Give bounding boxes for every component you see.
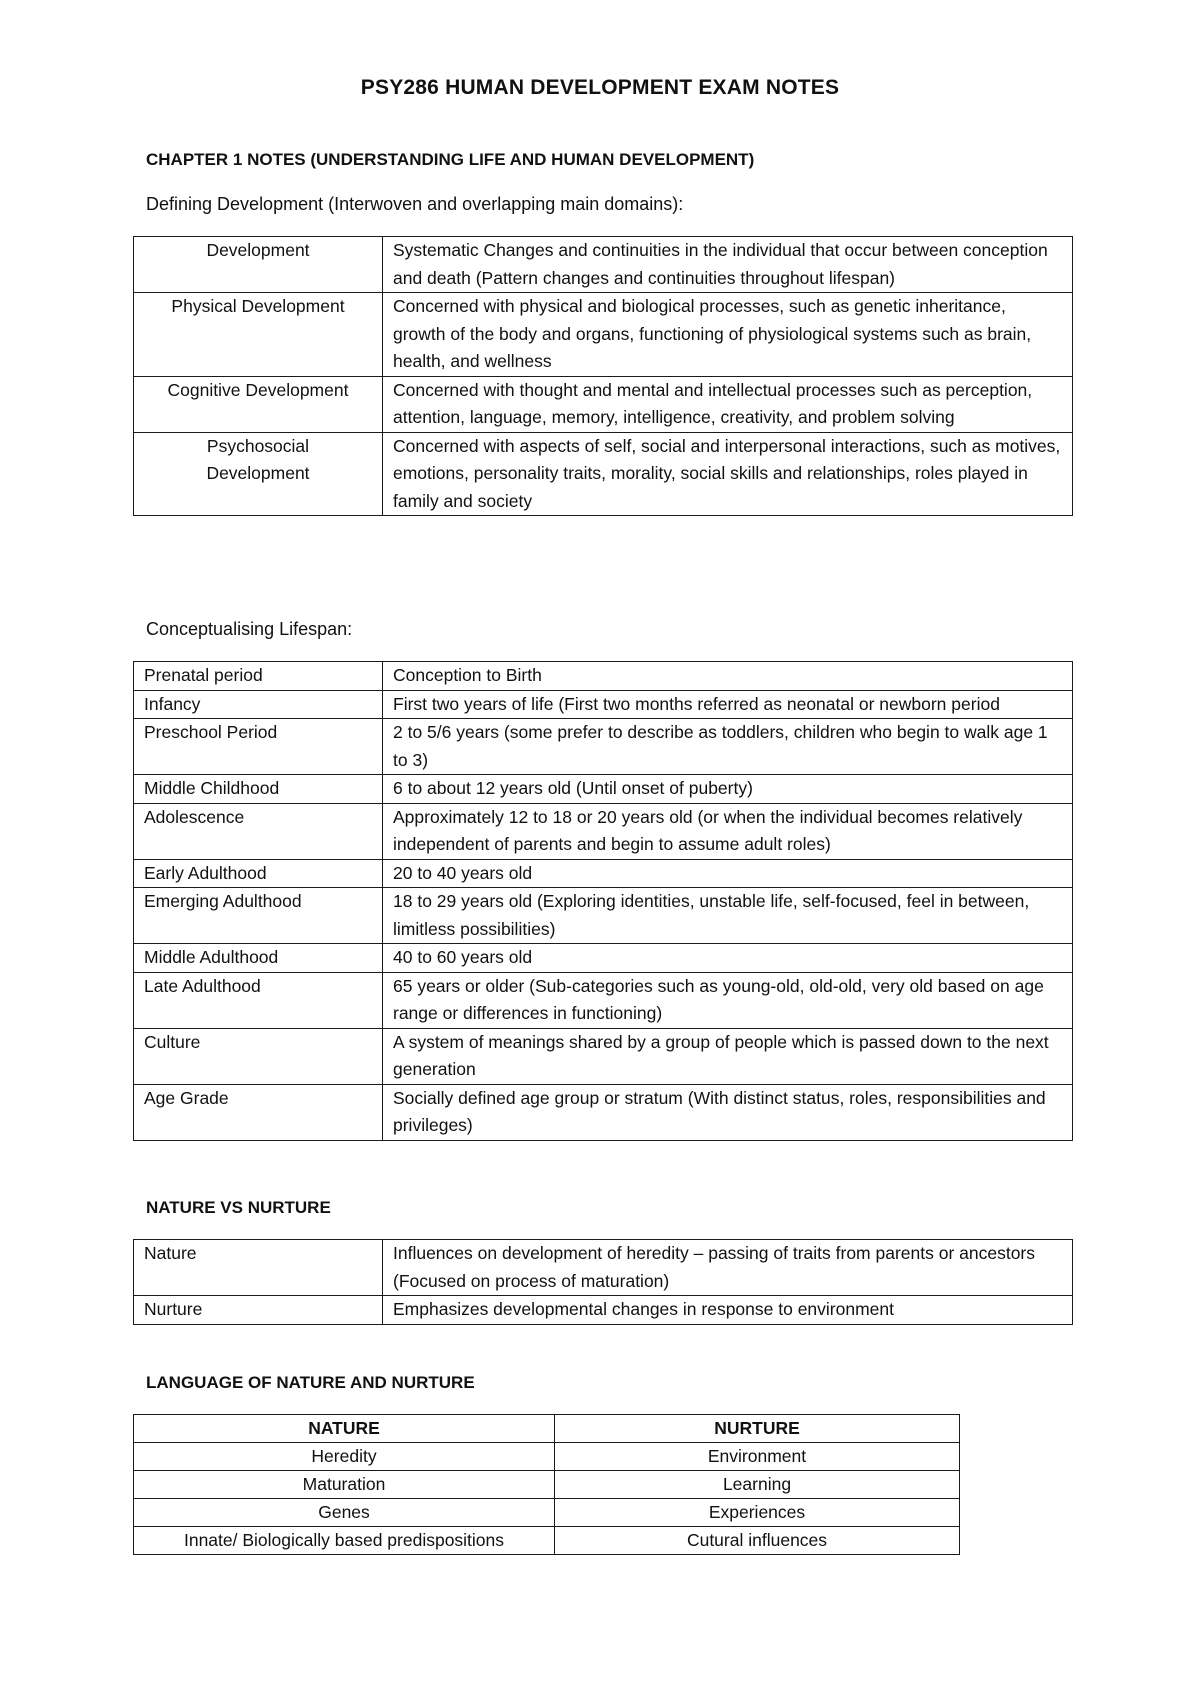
description-cell: 6 to about 12 years old (Until onset of puberty) xyxy=(383,775,1073,804)
term-cell: Cognitive Development xyxy=(134,376,383,432)
description-cell: Concerned with thought and mental and intellectual processes such as perception, attention, language, memory, intelligence, creativity, and problem solving xyxy=(383,376,1073,432)
nature-cell: Maturation xyxy=(134,1471,555,1499)
nature-vs-nurture-heading: NATURE VS NURTURE xyxy=(146,1198,331,1217)
table-row xyxy=(134,1499,960,1527)
description-cell: 20 to 40 years old xyxy=(383,859,1073,888)
nurture-cell: Experiences xyxy=(555,1499,960,1527)
table-row xyxy=(134,859,1073,888)
language-table xyxy=(133,1414,960,1555)
nature-cell: Heredity xyxy=(134,1443,555,1471)
table-row xyxy=(134,237,1073,293)
term-cell: Age Grade xyxy=(134,1084,383,1140)
table-row xyxy=(134,1471,960,1499)
table-row xyxy=(134,662,1073,691)
table-row xyxy=(134,944,1073,973)
table-row xyxy=(134,1240,1073,1296)
lifespan-table xyxy=(133,661,1073,1141)
document-title: PSY286 HUMAN DEVELOPMENT EXAM NOTES xyxy=(360,76,840,99)
term-cell: Late Adulthood xyxy=(134,972,383,1028)
description-cell: Concerned with physical and biological processes, such as genetic inheritance, growth of the body and organs, functioning of physiological systems such as brain, health, and wellness xyxy=(383,293,1073,377)
term-cell: Prenatal period xyxy=(134,662,383,691)
term-cell: Physical Development xyxy=(134,293,383,377)
nature-cell: Genes xyxy=(134,1499,555,1527)
description-cell: Influences on development of heredity – passing of traits from parents or ancestors (Focused on process of maturation) xyxy=(383,1240,1073,1296)
defining-development-label: Defining Development (Interwoven and overlapping main domains): xyxy=(146,194,684,214)
table-row xyxy=(134,293,1073,377)
term-cell: Nurture xyxy=(134,1296,383,1325)
description-cell: Conception to Birth xyxy=(383,662,1073,691)
term-cell: Emerging Adulthood xyxy=(134,888,383,944)
term-cell: Psychosocial Development xyxy=(134,432,383,516)
table-header-row xyxy=(134,1415,960,1443)
description-cell: 40 to 60 years old xyxy=(383,944,1073,973)
term-cell: Culture xyxy=(134,1028,383,1084)
table-row xyxy=(134,1527,960,1555)
nurture-cell: Cutural influences xyxy=(555,1527,960,1555)
conceptualising-lifespan-label: Conceptualising Lifespan: xyxy=(146,619,353,639)
description-cell: 2 to 5/6 years (some prefer to describe as toddlers, children who begin to walk age 1 to 3) xyxy=(383,719,1073,775)
table-row xyxy=(134,1296,1073,1325)
table-row xyxy=(134,803,1073,859)
term-cell: Middle Childhood xyxy=(134,775,383,804)
description-cell: 18 to 29 years old (Exploring identities, unstable life, self-focused, feel in between, limitless possibilities) xyxy=(383,888,1073,944)
chapter-heading: CHAPTER 1 NOTES (UNDERSTANDING LIFE AND HUMAN DEVELOPMENT) xyxy=(146,150,755,169)
nature-nurture-table xyxy=(133,1239,1073,1325)
description-cell: 65 years or older (Sub-categories such as young-old, old-old, very old based on age range or differences in functioning) xyxy=(383,972,1073,1028)
table-row xyxy=(134,1084,1073,1140)
description-cell: Systematic Changes and continuities in the individual that occur between conception and death (Pattern changes and continuities throughout lifespan) xyxy=(383,237,1073,293)
term-cell: Nature xyxy=(134,1240,383,1296)
nurture-cell: Learning xyxy=(555,1471,960,1499)
description-cell: Approximately 12 to 18 or 20 years old (or when the individual becomes relatively independent of parents and begin to assume adult roles) xyxy=(383,803,1073,859)
language-heading: LANGUAGE OF NATURE AND NURTURE xyxy=(146,1373,475,1392)
term-cell: Early Adulthood xyxy=(134,859,383,888)
table-row xyxy=(134,432,1073,516)
defining-development-table xyxy=(133,236,1073,516)
description-cell: A system of meanings shared by a group of people which is passed down to the next generation xyxy=(383,1028,1073,1084)
table-row xyxy=(134,972,1073,1028)
header-nurture: NURTURE xyxy=(555,1415,960,1443)
term-cell: Infancy xyxy=(134,690,383,719)
table-row xyxy=(134,690,1073,719)
table-row xyxy=(134,1443,960,1471)
description-cell: Concerned with aspects of self, social and interpersonal interactions, such as motives, emotions, personality traits, morality, social skills and relationships, roles played in family and society xyxy=(383,432,1073,516)
description-cell: Socially defined age group or stratum (With distinct status, roles, responsibilities and privileges) xyxy=(383,1084,1073,1140)
header-nature: NATURE xyxy=(134,1415,555,1443)
term-cell: Development xyxy=(134,237,383,293)
nurture-cell: Environment xyxy=(555,1443,960,1471)
table-row xyxy=(134,1028,1073,1084)
term-cell: Middle Adulthood xyxy=(134,944,383,973)
table-row xyxy=(134,775,1073,804)
nature-cell: Innate/ Biologically based predispositions xyxy=(134,1527,555,1555)
term-cell: Preschool Period xyxy=(134,719,383,775)
description-cell: First two years of life (First two months referred as neonatal or newborn period xyxy=(383,690,1073,719)
table-row xyxy=(134,888,1073,944)
table-row xyxy=(134,719,1073,775)
term-cell: Adolescence xyxy=(134,803,383,859)
description-cell: Emphasizes developmental changes in response to environment xyxy=(383,1296,1073,1325)
table-row xyxy=(134,376,1073,432)
